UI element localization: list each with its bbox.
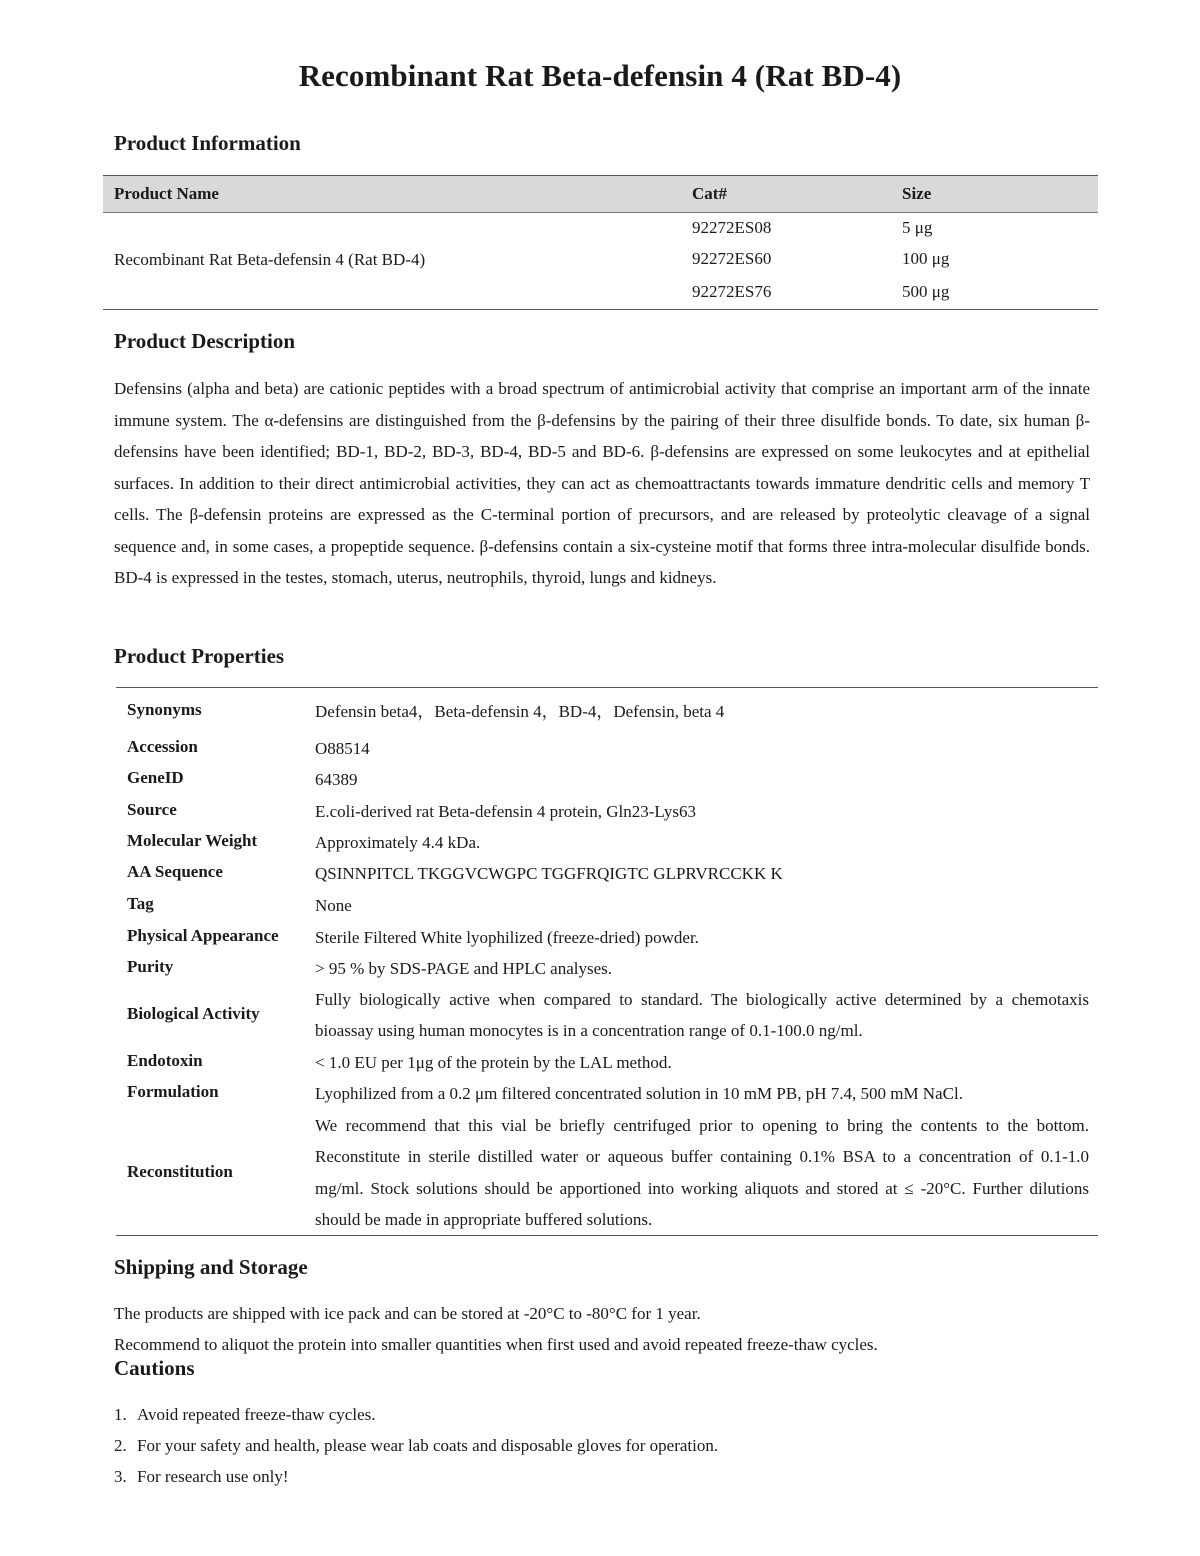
product-information-heading: Product Information bbox=[114, 131, 301, 155]
product-name-cell: Recombinant Rat Beta-defensin 4 (Rat BD-4) bbox=[114, 250, 426, 269]
product-description-heading: Product Description bbox=[114, 329, 296, 353]
list-number: 2. bbox=[114, 1436, 127, 1455]
property-label: Source bbox=[127, 800, 177, 819]
cat-cell: 92272ES60 bbox=[692, 249, 772, 268]
property-value: Approximately 4.4 kDa. bbox=[315, 833, 481, 852]
property-value: None bbox=[315, 896, 352, 915]
property-label: Accession bbox=[127, 737, 198, 756]
property-label: Purity bbox=[127, 957, 174, 976]
property-value: 64389 bbox=[315, 770, 358, 789]
product-description-text: Defensins (alpha and beta) are cationic peptides with a broad spectrum of antimicrobial activity that comprise an important arm of the innate immune system. The α-defensins are distinguished from the β-defensins by the pairing of their three disulfide bonds. To date, six human β-defensins have been identified; BD-1, BD-2, BD-3, BD-4, BD-5 and BD-6. β-defensins are expressed on some leukocytes and at epithelial surfaces. In addition to their direct antimicrobial activities, they can act as chemoattractants towards immature dendritic cells and memory T cells. The β-defensin proteins are expressed as the C-terminal portion of precursors, and are released by proteolytic cleavage of a signal sequence and, in some cases, a propeptide sequence. β-defensins contain a six-cysteine motif that forms three intra-molecular disulfide bonds. BD-4 is expressed in the testes, stomach, uterus, neutrophils, thyroid, lungs and kidneys. bbox=[114, 379, 1090, 587]
column-header-size: Size bbox=[902, 184, 932, 203]
shipping-storage-line: The products are shipped with ice pack and can be stored at -20°C to -80°C for 1 year. bbox=[114, 1304, 701, 1323]
property-label: Reconstitution bbox=[127, 1162, 233, 1181]
shipping-storage-line: Recommend to aliquot the protein into smaller quantities when first used and avoid repeated freeze-thaw cycles. bbox=[114, 1335, 878, 1354]
property-value: Sterile Filtered White lyophilized (freeze-dried) powder. bbox=[315, 928, 699, 947]
list-item-text: For research use only! bbox=[137, 1467, 289, 1486]
list-number: 1. bbox=[114, 1405, 127, 1424]
page-title: Recombinant Rat Beta-defensin 4 (Rat BD-4) bbox=[298, 58, 902, 93]
property-value: Fully biologically active when compared to standard. The biologically active determined by a chemotaxis bioassay using human monocytes is in a concentration range of 0.1-100.0 ng/ml. bbox=[315, 990, 1089, 1041]
list-item-text: Avoid repeated freeze-thaw cycles. bbox=[137, 1405, 376, 1424]
table-header-row bbox=[103, 176, 1098, 213]
list-item bbox=[114, 1405, 376, 1425]
property-value: QSINNPITCL TKGGVCWGPC TGGFRQIGTC GLPRVRCCKK K bbox=[315, 864, 783, 883]
cat-cell: 92272ES08 bbox=[692, 218, 772, 237]
product-information-table bbox=[103, 175, 1098, 310]
cat-cell: 92272ES76 bbox=[692, 282, 772, 301]
property-value: O88514 bbox=[315, 739, 370, 758]
property-value: > 95 % by SDS-PAGE and HPLC analyses. bbox=[315, 959, 613, 978]
property-label: Synonyms bbox=[127, 700, 202, 719]
property-value: < 1.0 EU per 1μg of the protein by the LAL method. bbox=[315, 1053, 672, 1072]
list-number: 3. bbox=[114, 1467, 127, 1486]
list-item bbox=[114, 1436, 718, 1456]
property-label: Physical Appearance bbox=[127, 926, 279, 945]
column-header-cat: Cat# bbox=[692, 184, 727, 203]
property-label: Tag bbox=[127, 894, 154, 913]
shipping-storage-heading: Shipping and Storage bbox=[114, 1255, 308, 1279]
size-cell: 5 μg bbox=[902, 218, 933, 237]
property-value: We recommend that this vial be briefly centrifuged prior to opening to bring the contents to the bottom. Reconstitute in sterile distilled water or aqueous buffer containing 0.1% BSA to a concentration of 0.1-1.0 mg/ml. Stock solutions should be apportioned into working aliquots and stored at ≤ -20°C. Further dilutions should be made in appropriate buffered solutions. bbox=[315, 1116, 1089, 1229]
column-header-product-name: Product Name bbox=[114, 184, 219, 203]
product-properties-table bbox=[116, 687, 1098, 1236]
property-label: AA Sequence bbox=[127, 862, 223, 881]
property-value: Defensin beta4，Beta-defensin 4，BD-4，Defensin, beta 4 bbox=[315, 702, 725, 721]
list-item bbox=[114, 1467, 289, 1487]
property-label: Biological Activity bbox=[127, 1004, 260, 1023]
size-cell: 500 μg bbox=[902, 282, 950, 301]
product-properties-heading: Product Properties bbox=[114, 644, 285, 668]
size-cell: 100 μg bbox=[902, 249, 950, 268]
table-body bbox=[103, 213, 1098, 309]
list-item-text: For your safety and health, please wear lab coats and disposable gloves for operation. bbox=[137, 1436, 719, 1455]
property-value: Lyophilized from a 0.2 μm filtered concentrated solution in 10 mM PB, pH 7.4, 500 mM NaCl. bbox=[315, 1084, 963, 1103]
property-label: GeneID bbox=[127, 768, 184, 787]
property-label: Endotoxin bbox=[127, 1051, 203, 1070]
property-label: Molecular Weight bbox=[127, 831, 258, 850]
cautions-heading: Cautions bbox=[114, 1356, 195, 1380]
property-value: E.coli-derived rat Beta-defensin 4 protein, Gln23-Lys63 bbox=[315, 802, 696, 821]
property-label: Formulation bbox=[127, 1082, 219, 1101]
